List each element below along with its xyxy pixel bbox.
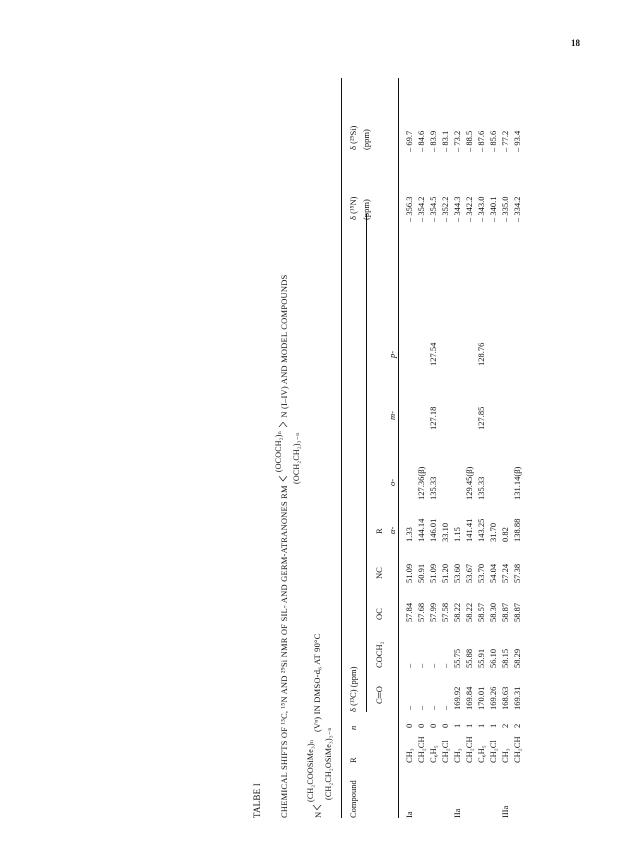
cell-r: CH₃: [500, 748, 510, 763]
cell-n15: – 352.2: [440, 196, 450, 222]
cell-oc: 57.58: [440, 602, 450, 622]
table-row: [404, 78, 416, 818]
cell-n15: – 335.0: [500, 196, 510, 222]
cell-co: –: [440, 705, 450, 710]
table-row: [488, 78, 500, 818]
header-oc: OC: [374, 608, 384, 620]
page-number: 18: [571, 38, 580, 48]
caption-line-1-text: CHEMICAL SHIFTS OF ¹³C, ¹⁵N AND ²⁹Si NMR OF SIL- AND GERM-ATRANONES RM: [279, 485, 289, 818]
cell-oc: 58.57: [476, 602, 486, 622]
header-r-group: R: [374, 528, 384, 534]
left-angle-bracket: <: [274, 475, 294, 482]
cell-n: 0: [428, 723, 438, 728]
cell-r: C₆H₅: [428, 745, 438, 763]
cell-meta: 127.85: [476, 406, 486, 430]
cell-nc: 53.70: [476, 563, 486, 583]
cell-nc: 53.60: [452, 563, 462, 583]
model-prefix: [308, 804, 328, 818]
cell-nc: 57.38: [512, 563, 522, 583]
cell-n: 2: [512, 723, 522, 728]
table-row: [428, 78, 440, 818]
cell-alpha: 31.70: [488, 522, 498, 542]
cell-nc: 50.91: [416, 563, 426, 583]
cell-co: 169.31: [512, 686, 522, 710]
caption-line-1-tail: N (I–IV) AND MODEL COMPOUNDS: [279, 274, 289, 418]
cell-oc: 58.87: [500, 602, 510, 622]
cell-n15: – 356.3: [404, 196, 414, 222]
model-bracket: <: [308, 804, 328, 811]
c13-span-rule: [366, 214, 367, 712]
cell-co: 168.63: [500, 686, 510, 710]
cell-n: 1: [476, 723, 486, 728]
header-rule: [398, 78, 399, 818]
cell-r: CH₂CH: [416, 736, 426, 763]
cell-alpha: 141.41: [464, 518, 474, 542]
cell-co: 169.84: [464, 686, 474, 710]
cell-r: C₆H₅: [476, 745, 486, 763]
cell-n: 1: [464, 723, 474, 728]
cell-compound: IIa: [452, 808, 462, 818]
cell-oc: 58.30: [488, 602, 498, 622]
caption-line-1: [274, 274, 294, 818]
header-compound: Compound: [348, 780, 358, 818]
cell-nc: 57.24: [500, 563, 510, 583]
cell-coch2: 55.75: [452, 648, 462, 668]
cell-coch2: –: [416, 663, 426, 668]
table-row: [416, 78, 428, 818]
cell-n15: – 354.2: [416, 196, 426, 222]
cell-nc: 51.20: [440, 563, 450, 583]
cell-n15: – 344.3: [452, 196, 462, 222]
cell-coch2: 58.29: [512, 648, 522, 668]
cell-nc: 51.09: [428, 563, 438, 583]
cell-n: 0: [404, 723, 414, 728]
cell-coch2: 55.91: [476, 648, 486, 668]
rm-upper-group: (OCOCH₂)ₙ: [274, 430, 283, 473]
rotated-table-page: [248, 78, 588, 818]
model-tail: (Vⁿ) IN DMSO-d₆ AT 90°C: [312, 633, 322, 732]
cell-r: CH₃: [452, 748, 462, 763]
cell-n15: – 334.2: [512, 196, 522, 222]
header-n: n: [348, 725, 358, 730]
cell-alpha: 1.33: [404, 527, 414, 542]
table-row: [512, 78, 524, 818]
cell-n15: – 354.5: [428, 196, 438, 222]
cell-oc: 57.99: [428, 602, 438, 622]
cell-coch2: 56.10: [488, 648, 498, 668]
cell-co: 170.01: [476, 686, 486, 710]
header-n15-unit: (ppm): [361, 199, 371, 220]
cell-co: –: [404, 705, 414, 710]
cell-n: 1: [452, 723, 462, 728]
cell-ortho: 135.33: [428, 476, 438, 500]
table-row: [476, 78, 488, 818]
right-angle-bracket: >: [274, 421, 294, 428]
cell-alpha: 33.10: [440, 522, 450, 542]
header-r: R: [348, 757, 358, 763]
cell-n15: – 343.0: [476, 196, 486, 222]
cell-ortho: 131.14(β): [512, 466, 522, 500]
cell-alpha: 0.82: [500, 527, 510, 542]
cell-co: 169.92: [452, 686, 462, 710]
cell-compound: IIIa: [500, 805, 510, 818]
cell-co: –: [416, 705, 426, 710]
header-alpha: α-: [387, 526, 397, 534]
cell-n15: – 342.2: [464, 196, 474, 222]
cell-alpha: 1.15: [452, 527, 462, 542]
rm-lower-group: (OCH₂CH₂)₃₋ₙ: [292, 432, 301, 484]
cell-compound: Ia: [404, 811, 414, 818]
cell-r: CH₂Cl: [488, 740, 498, 763]
cell-n: 0: [416, 723, 426, 728]
cell-nc: 54.04: [488, 563, 498, 583]
cell-nc: 53.67: [464, 563, 474, 583]
table-row: [500, 78, 512, 818]
cell-alpha: 143.25: [476, 518, 486, 542]
cell-co: 169.26: [488, 686, 498, 710]
cell-n15: – 340.1: [488, 196, 498, 222]
cell-coch2: 58.15: [500, 648, 510, 668]
cell-si29: – 69.7: [404, 130, 414, 152]
cell-oc: 57.68: [416, 602, 426, 622]
cell-para: 128.76: [476, 342, 486, 366]
table-label: TALBE I: [252, 783, 262, 818]
cell-n: 2: [500, 723, 510, 728]
cell-alpha: 144.14: [416, 518, 426, 542]
cell-oc: 58.87: [512, 602, 522, 622]
cell-oc: 58.22: [452, 602, 462, 622]
cell-ortho: 129.45(β): [464, 466, 474, 500]
cell-si29: – 93.4: [512, 130, 522, 152]
model-upper-group: (CH₂COOSiMe₃)ₙ: [306, 739, 315, 802]
cell-alpha: 138.88: [512, 518, 522, 542]
header-co: C═O: [374, 686, 384, 704]
cell-ortho: 135.33: [476, 476, 486, 500]
header-nc: NC: [374, 567, 384, 579]
header-coch2: COCH₂: [374, 641, 384, 668]
model-lower-group: (CH₂CH₂OSiMe₃)₃₋ₙ: [324, 727, 333, 800]
header-ortho: o-: [387, 478, 397, 486]
cell-r: CH₂CH: [464, 736, 474, 763]
header-para: p-: [387, 350, 397, 358]
cell-meta: 127.18: [428, 406, 438, 430]
top-rule: [341, 78, 342, 818]
cell-si29: – 83.1: [440, 130, 450, 152]
cell-si29: – 84.6: [416, 130, 426, 152]
header-si29: δ (²⁹Si): [348, 125, 358, 150]
cell-r: CH₃: [404, 748, 414, 763]
cell-r: CH₂CH: [512, 736, 522, 763]
header-c13: δ (¹³C) (ppm): [348, 666, 358, 712]
cell-r: CH₂Cl: [440, 740, 450, 763]
cell-si29: – 87.6: [476, 130, 486, 152]
cell-oc: 57.84: [404, 602, 414, 622]
header-n15: δ (¹⁵N): [348, 196, 358, 220]
model-n-symbol: N: [313, 811, 323, 818]
table-row: [452, 78, 464, 818]
cell-co: –: [428, 705, 438, 710]
table-row: [464, 78, 476, 818]
cell-si29: – 88.5: [464, 130, 474, 152]
cell-si29: – 73.2: [452, 130, 462, 152]
cell-oc: 58.22: [464, 602, 474, 622]
cell-n: 1: [488, 723, 498, 728]
table-row: [440, 78, 452, 818]
header-meta: m-: [387, 411, 397, 420]
cell-ortho: 127.36(β): [416, 466, 426, 500]
cell-si29: – 85.6: [488, 130, 498, 152]
cell-coch2: –: [440, 663, 450, 668]
cell-si29: – 83.9: [428, 130, 438, 152]
cell-n: 0: [440, 723, 450, 728]
cell-coch2: –: [428, 663, 438, 668]
cell-coch2: 55.88: [464, 648, 474, 668]
cell-nc: 51.09: [404, 563, 414, 583]
header-si29-unit: (ppm): [361, 129, 371, 150]
cell-coch2: –: [404, 663, 414, 668]
cell-si29: – 77.2: [500, 130, 510, 152]
cell-para: 127.54: [428, 342, 438, 366]
cell-alpha: 146.01: [428, 518, 438, 542]
